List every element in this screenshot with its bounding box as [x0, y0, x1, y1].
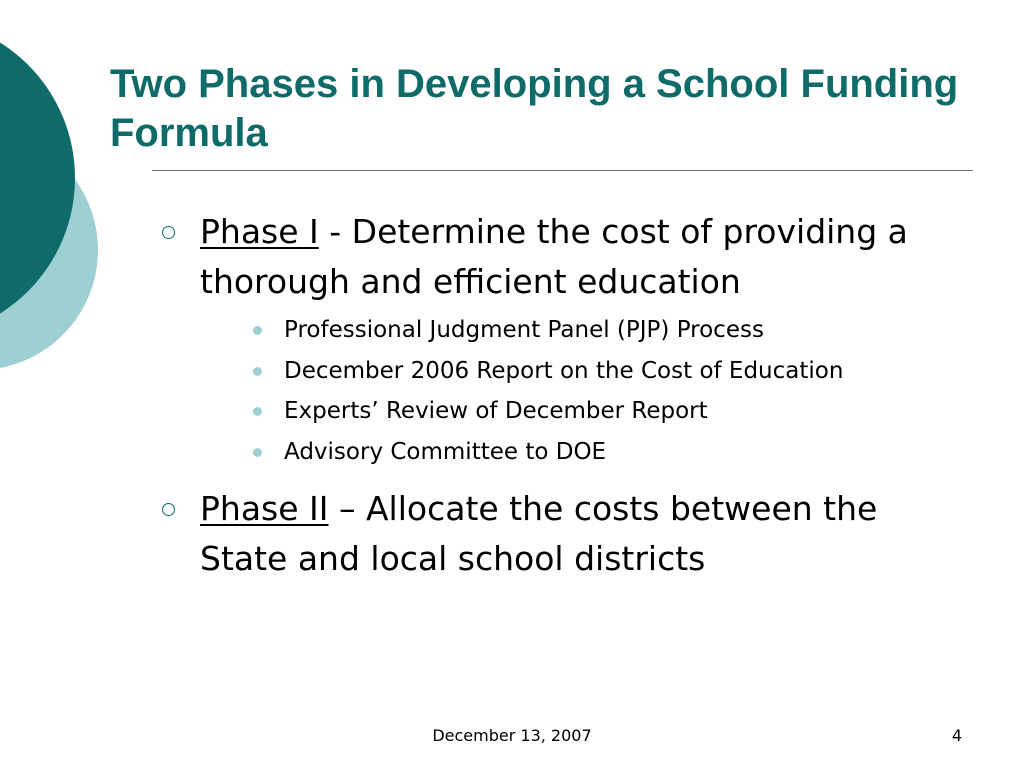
phase-1-subpoints [200, 310, 970, 472]
list-item [200, 391, 970, 432]
slide-title: Two Phases in Developing a School Funding Formula [110, 62, 959, 155]
footer-date: December 13, 2007 [432, 726, 592, 745]
title-divider [152, 170, 973, 171]
subpoint-text: Professional Judgment Panel (PJP) Process [284, 317, 764, 343]
dot-bullet-icon [253, 448, 262, 457]
bullet-phase-1 [160, 207, 970, 472]
hollow-circle-bullet-icon [162, 226, 175, 239]
slide-body [160, 207, 970, 584]
bullet-phase-2 [160, 484, 970, 584]
dot-bullet-icon [253, 407, 262, 416]
list-item [200, 351, 970, 392]
subpoint-text: Experts’ Review of December Report [284, 398, 708, 424]
list-item [200, 432, 970, 473]
dot-bullet-icon [253, 367, 262, 376]
decorative-circles [0, 0, 110, 420]
phase-1-label: Phase I [200, 212, 319, 251]
phase-1-text: - Determine the cost of providing a thorough and efficient education [200, 212, 908, 301]
subpoint-text: Advisory Committee to DOE [284, 438, 607, 465]
phase-2-label: Phase II [200, 489, 329, 528]
dot-bullet-icon [253, 326, 262, 335]
phase-2-text: – Allocate the costs between the State and local school districts [200, 489, 878, 578]
hollow-circle-bullet-icon [162, 503, 175, 516]
slide-number: 4 [951, 726, 962, 745]
subpoint-text: December 2006 Report on the Cost of Education [284, 357, 844, 384]
list-item [200, 310, 970, 351]
